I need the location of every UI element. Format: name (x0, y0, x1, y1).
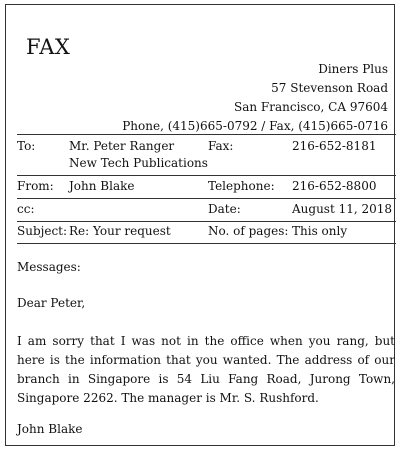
sender-company: Diners Plus (318, 62, 388, 76)
sender-street: 57 Stevenson Road (271, 81, 388, 95)
subject-label: Subject: (17, 224, 68, 238)
row-divider (17, 175, 396, 176)
fax-label: Fax: (208, 139, 234, 153)
subject-value: Re: Your request (69, 224, 171, 238)
telephone-value: 216-652-8800 (292, 179, 377, 193)
table-bottom-rule (17, 243, 396, 244)
fax-number: 216-652-8181 (292, 139, 377, 153)
message-body: I am sorry that I was not in the office when you rang, but here is the information that you wanted. The address of our branch in Singapore is 54 Liu Fang Road, Jurong Town, Singapore 2262. The manager is Mr. S. Rushford. (17, 334, 395, 405)
sender-city: San Francisco, CA 97604 (234, 100, 388, 114)
from-label: From: (17, 179, 54, 193)
table-top-rule (17, 134, 396, 135)
pages-label: No. of pages: (208, 224, 289, 238)
message-greeting: Dear Peter, (17, 296, 86, 310)
telephone-label: Telephone: (208, 179, 275, 193)
messages-label: Messages: (17, 260, 81, 274)
to-company: New Tech Publications (69, 156, 208, 170)
sender-contact: Phone, (415)665-0792 / Fax, (415)665-0716 (122, 119, 388, 133)
message-signoff: John Blake (17, 422, 83, 436)
pages-value: This only (292, 224, 348, 238)
row-divider (17, 198, 396, 199)
date-value: August 11, 2018 (292, 202, 393, 216)
fax-title: FAX (26, 35, 71, 59)
to-label: To: (17, 139, 36, 153)
cc-label: cc: (17, 202, 35, 216)
fax-document (5, 4, 395, 446)
to-name: Mr. Peter Ranger (69, 139, 175, 153)
from-value: John Blake (69, 179, 135, 193)
date-label: Date: (208, 202, 241, 216)
sender-address-block (122, 60, 388, 136)
